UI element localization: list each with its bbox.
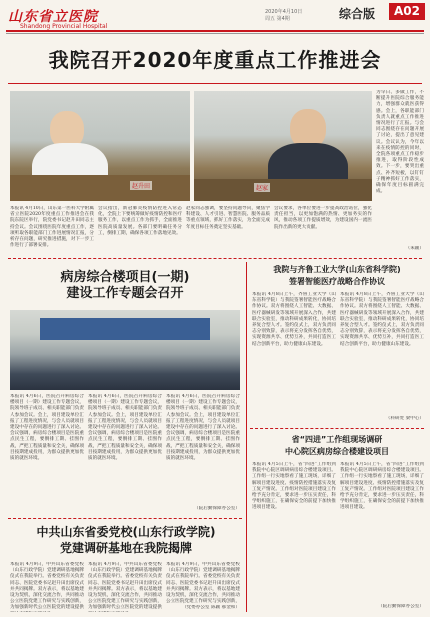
page-number-badge: A02 — [389, 3, 425, 20]
photo-2-caption: 赵家 — [256, 185, 269, 192]
article4-divider — [250, 428, 424, 429]
article5-headline — [250, 434, 424, 458]
article3-editor: （党委办公室 陈颖 郝金和） — [181, 605, 240, 610]
article2-body-col-3: 本报讯 4月6日，医院召开病房综合楼项目（一期）建设工作专题会议，院领导班子成员、相关职能部门负责人参加会议。会上，项目建设单位汇报了工程进度情况，与会人员就项目建设中存在的问题进行了深入讨论。会议强调，病房综合楼项目是医院重点民生工程，要倒排工期、挂图作战，严把工程质量和安全关，确保项目按期建成投用，为群众提供更加优质的就医环境。 — [166, 394, 240, 462]
article2-headline — [14, 270, 236, 302]
article3-headline — [8, 524, 244, 556]
article2-photo — [10, 310, 240, 390]
article4-headline-line1: 我院与齐鲁工业大学(山东省科学院) — [273, 265, 401, 274]
screen — [40, 318, 210, 340]
article2-divider — [8, 518, 242, 519]
lead-body-col-3: 赵家同志强调，要坚持问题导向，聚焦学科建设、人才引进、智慧医院、服务品质等重点领域，抓好工作落实，为全面完成年度目标任务奠定坚实基础。 — [186, 206, 270, 230]
masthead-name: 山东省立医院 — [8, 9, 98, 25]
article4-headline-line2: 签署智能医疗战略合作协议 — [289, 277, 385, 286]
article3-body-col-2: 本报讯 4月9日，中共山东省委党校（山东行政学院）党建调研基地揭牌仪式在我院举行。省委党校有关负责同志、医院党委书记赵升田出席仪式并共同揭牌。双方表示，将以基地建设为契机，深化交流合作，共同推动公立医院党建工作研究与实践创新，为加强新时代公立医院党的建设提供 — [88, 562, 162, 611]
article4-headline — [250, 264, 424, 288]
issue-line-2: 周五 第4期 — [265, 16, 290, 22]
issue-line-1: 2020年4月10日 — [265, 9, 303, 15]
desk — [10, 175, 190, 201]
article5-headline-line2: 中心院区病房综合楼建设项目 — [285, 447, 389, 456]
article5-headline-line1: 省“四进”工作组现场调研 — [291, 435, 383, 444]
article2-body-col-2: 本报讯 4月6日，医院召开病房综合楼项目（一期）建设工作专题会议，院领导班子成员、相关职能部门负责人参加会议。会上，项目建设单位汇报了工程进度情况，与会人员就项目建设中存在的问题进行了深入讨论。会议强调，病房综合楼项目是医院重点民生工程，要倒排工期、挂图作战，严把工程质量和安全关，确保项目按期建成投用，为群众提供更加优质的就医环境。 — [88, 394, 162, 462]
article5-body-col-1: 本报讯 4月5日上午，省“四进”工作组到我院中心院区调研病房综合楼建设项目。工作组一行实地察看了施工现场，详细了解项目建设进度、疫情防控措施落实及复工复产情况。工作组对医院项目建设工作给予充分肯定，要求进一步压实责任，科学组织施工，在确保安全的前提下加快推进项目建设。 — [252, 462, 336, 511]
lead-body-col-4: 会议要求，各单位要进一步提高政治站位，强化责任担当，以更加饱满的热情、更加务实的作风，推动各项工作提质增效，为建设国内一流医院作出新的更大贡献。 — [274, 206, 372, 230]
issue-date — [265, 9, 335, 23]
lead-side-text: 为早日、多做工作，不断提升医院综合服务能力，增强群众就医获得感。会上，各职能部门负责人就重点工作推进情况进行了汇报。与会同志围绕存在问题开展了讨论，提出了意见建议。会议认为，今年以来在疫情防控的同时，全院各项重点工作稳步推进，取得阶段性成效。下一步，要突出重点、补齐短板，以钉钉子精神抓好工作落实，确保年度目标圆满完成。 — [376, 90, 424, 195]
lead-body-col-1: 本报讯 4月10日，山东第一医科大学附属省立医院2020年度重点工作推进会在我院东院区举行，院党委书记赵升田同志主持会议。会议围绕医院年度重点工作，逐项听取各职能部门工作进展情况汇报，分析存在问题，研究推进措施，对下一步工作进行了部署安排。 — [10, 206, 94, 249]
article2-headline-line2: 建设工作专题会召开 — [66, 286, 184, 301]
section-divider — [8, 258, 422, 259]
article3-body-col-1: 本报讯 4月9日，中共山东省委党校（山东行政学院）党建调研基地揭牌仪式在我院举行。省委党校有关负责同志、医院党委书记赵升田出席仪式并共同揭牌。双方表示，将以基地建设为契机，深化交流合作，共同推动公立医院党建工作研究与实践创新，为加强新时代公立医院党的建设提供 — [10, 562, 84, 611]
lead-photo-2 — [194, 91, 372, 201]
article4-body-col-2: 本报讯 4月8日上午，齐鲁工业大学（山东省科学院）与我院签署智能医疗战略合作协议。双方将围绕人工智能、大数据、医疗器械研发等领域开展深入合作，共建联合实验室，推动科研成果转化，协同培养复合型人才。签约仪式上，双方负责同志分别致辞，表示将充分发挥各自优势，实现资源共享、优势互补，共同打造医工结合创新平台，助力健康山东建设。 — [340, 292, 424, 347]
lead-headline-rule — [8, 83, 422, 84]
lead-headline: 我院召开2020年度重点工作推进会 — [48, 48, 382, 72]
photo-1-caption: 赵升田 — [132, 183, 151, 190]
desk — [194, 179, 372, 201]
lead-photo-1 — [10, 91, 190, 201]
header-rule — [6, 30, 424, 32]
article3-headline-line2: 党建调研基地在我院揭牌 — [59, 541, 192, 555]
lead-body-col-2: 会议指出，新冠肺炎疫情防控进入常态化，全院上下要统筹做好疫情防控和医疗服务工作，以重点工作为抓手，全面推进医院高质量发展。各部门要明确任务分工，倒排工期，确保各项工作落地见效。 — [98, 206, 182, 236]
article3-body-col-3: 本报讯 4月9日，中共山东省委党校（山东行政学院）党建调研基地揭牌仪式在我院举行。省委党校有关负责同志、医院党委书记赵升田出席仪式并共同揭牌。双方表示，将以基地建设为契机，深化交流合作，共同推动公立医院党建工作研究与实践创新， — [166, 562, 240, 604]
lead-editor: （朱颖） — [405, 246, 424, 251]
article4-editor: （科研处 梁中心） — [385, 416, 424, 421]
article5-body-col-2: 本报讯 4月5日上午，省“四进”工作组到我院中心院区调研病房综合楼建设项目。工作组一行实地察看了施工现场，详细了解项目建设进度、疫情防控措施落实及复工复产情况。工作组对医院项目建设工作给予充分肯定，要求进一步压实责任，科学组织施工，在确保安全的前提下加快推进项目建设。 — [340, 462, 424, 511]
header-rule-thin — [6, 33, 424, 34]
column-divider — [246, 262, 247, 612]
article2-body-col-1: 本报讯 4月6日，医院召开病房综合楼项目（一期）建设工作专题会议，院领导班子成员、相关职能部门负责人参加会议。会上，项目建设单位汇报了工程进度情况，与会人员就项目建设中存在的问题进行了深入讨论。会议强调，病房综合楼项目是医院重点民生工程，要倒排工期、挂图作战，严把工程质量和安全关，确保项目按期建成投用，为群众提供更加优质的就医环境。 — [10, 394, 84, 462]
article4-body-col-1: 本报讯 4月8日上午，齐鲁工业大学（山东省科学院）与我院签署智能医疗战略合作协议。双方将围绕人工智能、大数据、医疗器械研发等领域开展深入合作，共建联合实验室，推动科研成果转化，协同培养复合型人才。签约仪式上，双方负责同志分别致辞，表示将充分发挥各自优势，实现资源共享、优势互补，共同打造医工结合创新平台，助力健康山东建设。 — [252, 292, 336, 347]
section-name: 综合版 — [339, 7, 376, 21]
article3-headline-line1: 中共山东省委党校(山东行政学院) — [36, 525, 216, 539]
masthead-subtitle: Shandong Provincial Hospital — [20, 23, 108, 30]
article2-editor: （院后勤保障办公室） — [194, 506, 240, 511]
article2-headline-line1: 病房综合楼项目(一期) — [60, 270, 190, 285]
article5-editor: （院后勤保障办公室） — [378, 604, 424, 609]
